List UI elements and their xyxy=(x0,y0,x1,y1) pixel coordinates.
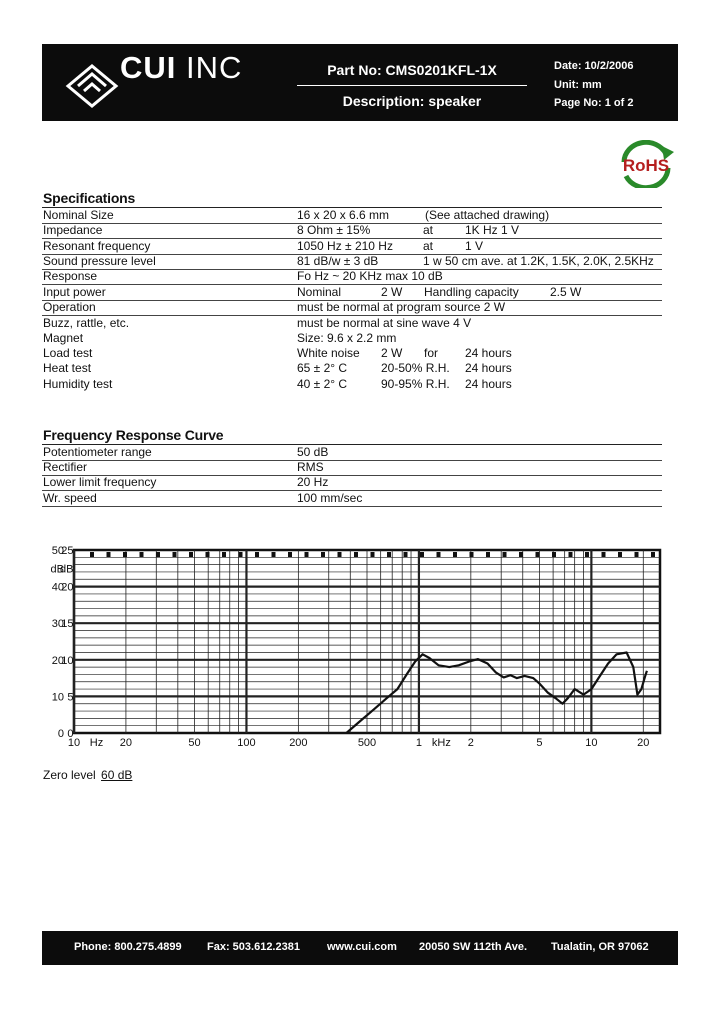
chart-sprocket-mark xyxy=(371,552,375,557)
spec-label: Resonant frequency xyxy=(43,239,151,253)
spec-value: must be normal at program source 2 W xyxy=(297,300,506,314)
setting-label: Lower limit frequency xyxy=(43,475,157,489)
spec-value: 90-95% R.H. xyxy=(381,377,450,391)
chart-sprocket-mark xyxy=(123,552,127,557)
chart-y-tick-label-right: 15 xyxy=(61,618,74,631)
spec-label: Response xyxy=(43,269,98,283)
zero-level xyxy=(43,768,132,782)
chart-sprocket-mark xyxy=(140,552,144,557)
setting-value: RMS xyxy=(297,460,324,474)
spec-value: at xyxy=(423,239,434,253)
setting-label: Wr. speed xyxy=(43,491,97,505)
chart-x-tick-label: 10 xyxy=(585,737,598,749)
chart-y-tick-label-right: dB xyxy=(60,563,74,576)
chart-y-tick-label-left: 40 xyxy=(51,581,64,594)
chart-sprocket-mark xyxy=(107,552,111,557)
chart-y-tick-label-left: 0 xyxy=(57,728,64,740)
spec-value: 65 ± 2° C xyxy=(297,361,348,375)
date: Date: 10/2/2006 xyxy=(554,60,634,72)
spec-value: Size: 9.6 x 2.2 mm xyxy=(297,331,397,345)
spec-value: (See attached drawing) xyxy=(425,208,550,222)
chart-sprocket-mark xyxy=(206,552,210,557)
spec-label: Nominal Size xyxy=(43,208,114,222)
spec-value: 1050 Hz ± 210 Hz xyxy=(297,239,393,253)
spec-label: Operation xyxy=(43,300,96,314)
chart-x-tick-label: 2 xyxy=(467,737,474,749)
chart-y-tick-label-right: 0 xyxy=(67,728,74,740)
chart-x-tick-label: kHz xyxy=(431,737,451,749)
chart-x-tick-label: Hz xyxy=(89,737,104,749)
spec-row xyxy=(42,269,662,285)
spec-row xyxy=(42,285,662,301)
chart-y-tick-label-left: 30 xyxy=(51,618,64,631)
chart-sprocket-mark xyxy=(156,552,160,557)
footer-city: Tualatin, OR 97062 xyxy=(551,941,649,953)
spec-value: 81 dB/w ± 3 dB xyxy=(297,254,379,268)
spec-value: 2 W xyxy=(381,346,403,360)
spec-value: 40 ± 2° C xyxy=(297,377,348,391)
setting-value: 50 dB xyxy=(297,445,329,459)
chart-y-tick-label-right: 5 xyxy=(67,691,74,704)
spec-row xyxy=(42,208,662,224)
chart-sprocket-mark xyxy=(602,552,606,557)
unit: Unit: mm xyxy=(554,79,602,91)
spec-row xyxy=(42,346,662,361)
chart-sprocket-mark xyxy=(552,552,556,557)
spec-value: 24 hours xyxy=(465,361,512,375)
chart-sprocket-mark xyxy=(255,552,259,557)
spec-label: Heat test xyxy=(43,361,92,375)
chart-y-tick-label-right: 20 xyxy=(61,581,74,594)
footer-phone: Phone: 800.275.4899 xyxy=(74,941,182,953)
specifications-title: Specifications xyxy=(43,190,136,206)
chart-sprocket-mark xyxy=(420,552,424,557)
spec-value: Handling capacity xyxy=(424,285,519,299)
chart-sprocket-mark xyxy=(321,552,325,557)
chart-sprocket-mark xyxy=(486,552,490,557)
footer-fax: Fax: 503.612.2381 xyxy=(207,941,300,953)
chart-sprocket-mark xyxy=(189,552,193,557)
chart-sprocket-mark xyxy=(569,552,573,557)
spec-row xyxy=(42,331,662,346)
chart-sprocket-mark xyxy=(354,552,358,557)
brand-name: CUI INC xyxy=(120,50,243,85)
spec-label: Load test xyxy=(43,346,93,360)
footer-address: 20050 SW 112th Ave. xyxy=(419,941,528,953)
spec-value: at xyxy=(423,223,434,237)
chart-x-tick-label: 500 xyxy=(357,737,377,749)
chart-y-tick-label-left: 50 xyxy=(51,545,64,557)
spec-label: Magnet xyxy=(43,331,84,345)
part-number: Part No: CMS0201KFL-1X xyxy=(327,62,497,78)
spec-value: 16 x 20 x 6.6 mm xyxy=(297,208,390,222)
chart-x-tick-label: 5 xyxy=(536,737,543,749)
page-number: Page No: 1 of 2 xyxy=(554,97,634,109)
description: Description: speaker xyxy=(342,93,482,109)
chart-sprocket-mark xyxy=(272,552,276,557)
setting-label: Rectifier xyxy=(43,460,88,474)
chart-sprocket-mark xyxy=(585,552,589,557)
chart-sprocket-mark xyxy=(470,552,474,557)
setting-value: 20 Hz xyxy=(297,475,329,489)
spec-value: 2.5 W xyxy=(550,285,582,299)
chart-y-tick-label-right: 10 xyxy=(61,654,74,667)
chart-x-tick-label: 200 xyxy=(289,737,308,749)
spec-label: Impedance xyxy=(43,223,103,237)
footer-bar xyxy=(42,931,678,965)
frequency-response-title: Frequency Response Curve xyxy=(43,427,224,443)
spec-value: for xyxy=(424,346,439,360)
frequency-setting-row xyxy=(42,445,662,461)
header-bar xyxy=(42,44,678,121)
spec-row xyxy=(42,377,662,392)
chart-sprocket-mark xyxy=(651,552,655,557)
chart-y-tick-label-left: 20 xyxy=(51,654,64,667)
spec-row xyxy=(42,223,662,239)
chart-x-tick-label: 100 xyxy=(237,737,256,749)
spec-value: 20-50% R.H. xyxy=(381,361,450,375)
chart-sprocket-mark xyxy=(618,552,622,557)
chart-y-tick-label-left: dB xyxy=(50,563,64,576)
setting-value: 100 mm/sec xyxy=(297,491,363,505)
rohs-label: RoHS xyxy=(622,156,670,175)
zero-level-label: Zero level xyxy=(43,768,96,782)
spec-value: Fo Hz ~ 20 KHz max 10 dB xyxy=(297,269,443,283)
footer-website[interactable]: www.cui.com xyxy=(327,941,397,953)
chart-sprocket-mark xyxy=(519,552,523,557)
header-divider xyxy=(297,85,527,86)
spec-label: Buzz, rattle, etc. xyxy=(43,316,130,330)
chart-sprocket-mark xyxy=(635,552,639,557)
chart-sprocket-mark xyxy=(503,552,507,557)
spec-row xyxy=(42,254,662,270)
frequency-setting-row xyxy=(42,491,662,507)
chart-sprocket-mark xyxy=(173,552,177,557)
spec-value: 1 V xyxy=(465,239,484,253)
chart-sprocket-mark xyxy=(338,552,342,557)
setting-label: Potentiometer range xyxy=(43,445,152,459)
frequency-response-chart xyxy=(0,535,720,755)
frequency-setting-row xyxy=(42,475,662,491)
chart-sprocket-mark xyxy=(288,552,292,557)
spec-value: must be normal at sine wave 4 V xyxy=(297,316,472,330)
chart-sprocket-mark xyxy=(222,552,226,557)
spec-value: 1K Hz 1 V xyxy=(465,223,520,237)
spec-value: 24 hours xyxy=(465,377,512,391)
spec-value: 1 w 50 cm ave. at 1.2K, 1.5K, 2.0K, 2.5KHz xyxy=(423,254,654,268)
chart-x-tick-label: 10 xyxy=(67,737,81,749)
spec-label: Input power xyxy=(43,285,106,299)
spec-value: 2 W xyxy=(381,285,403,299)
chart-x-tick-label: 1 xyxy=(415,737,422,749)
chart-x-tick-label: 20 xyxy=(119,737,133,749)
spec-row xyxy=(42,361,662,376)
chart-sprocket-mark xyxy=(90,552,94,557)
chart-sprocket-mark xyxy=(239,552,243,557)
frequency-setting-row xyxy=(42,460,662,476)
spec-value: 8 Ohm ± 15% xyxy=(297,223,371,237)
chart-sprocket-mark xyxy=(387,552,391,557)
spec-row xyxy=(42,316,662,331)
spec-label: Humidity test xyxy=(43,377,113,391)
chart-sprocket-mark xyxy=(437,552,441,557)
chart-sprocket-mark xyxy=(305,552,309,557)
chart-sprocket-mark xyxy=(536,552,540,557)
chart-x-tick-label: 20 xyxy=(637,737,650,749)
chart-y-tick-label-right: 25 xyxy=(61,545,74,557)
spec-value: Nominal xyxy=(297,285,342,299)
spec-row xyxy=(42,300,662,316)
zero-level-value: 60 dB xyxy=(101,768,133,782)
spec-label: Sound pressure level xyxy=(43,254,156,268)
chart-y-tick-label-left: 10 xyxy=(51,691,64,704)
spec-row xyxy=(42,239,662,255)
chart-sprocket-mark xyxy=(453,552,457,557)
spec-value: 24 hours xyxy=(465,346,512,360)
spec-value: White noise xyxy=(297,346,360,360)
chart-sprocket-mark xyxy=(404,552,408,557)
chart-x-tick-label: 50 xyxy=(188,737,201,749)
rohs-icon xyxy=(614,140,678,188)
